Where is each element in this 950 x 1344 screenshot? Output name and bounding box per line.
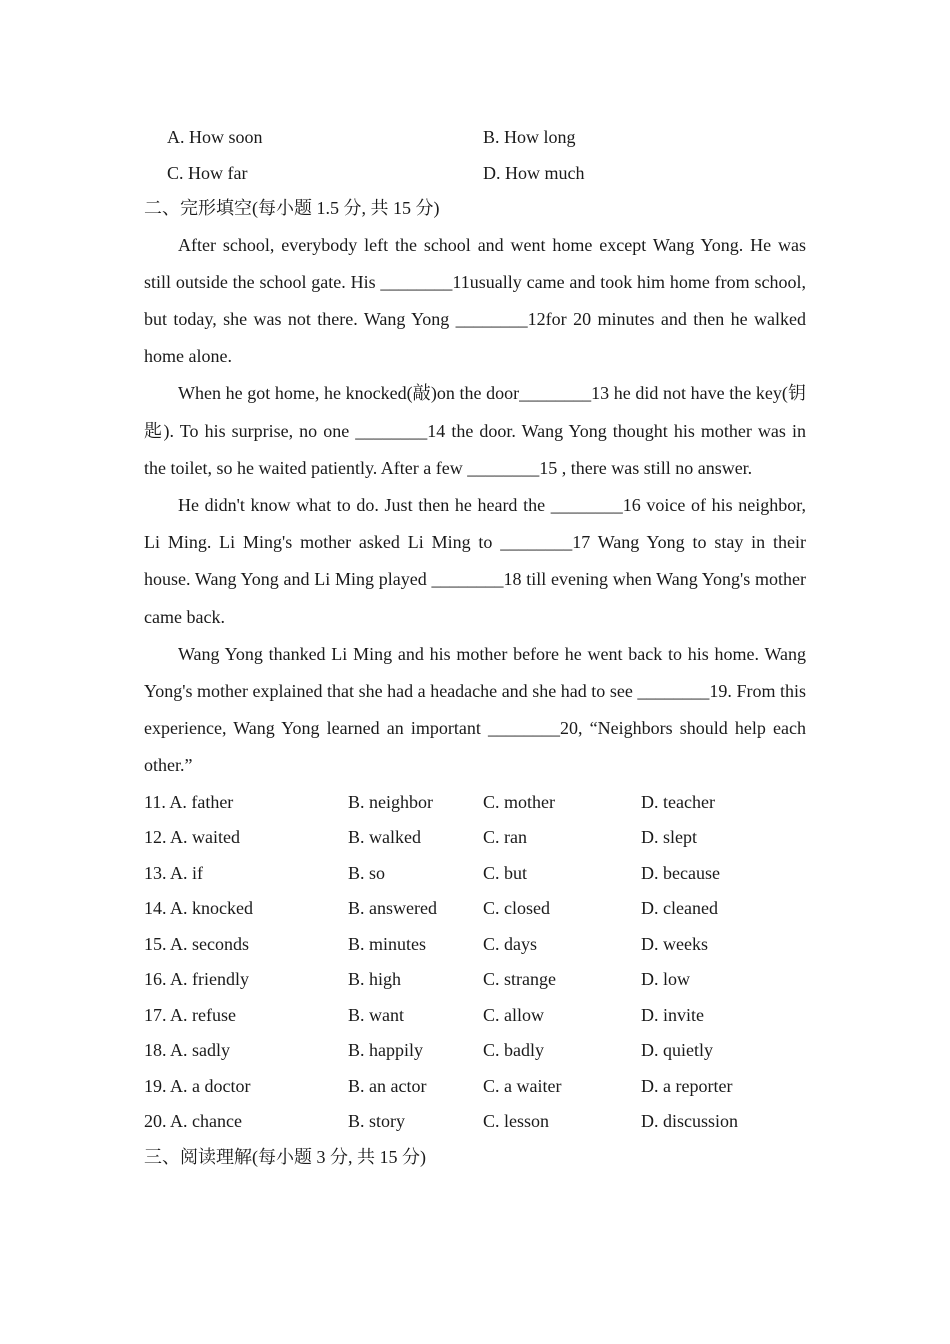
passage-paragraph-2: When he got home, he knocked(敲)on the door________13 he did not have the key(钥匙). To his surprise, no one ________14 the door. Wang Yong thought his mother was in the toilet, so he waited patiently. After a few ________15 , there was still no answer. [144, 383, 806, 478]
question-19 [144, 1069, 806, 1105]
option-d: D. discussion [641, 1111, 739, 1132]
option-b: B. story [348, 1111, 406, 1132]
question-list [144, 785, 806, 1140]
option-d: D. quietly [641, 1040, 713, 1061]
option-c: C. badly [483, 1040, 544, 1061]
question-17 [144, 998, 806, 1034]
option-d: D. low [641, 969, 690, 990]
option-a: A. How soon [167, 127, 263, 148]
option-b: B. answered [348, 898, 437, 919]
question-20 [144, 1104, 806, 1140]
option-a: 18. A. sadly [144, 1040, 231, 1061]
option-a: 12. A. waited [144, 827, 240, 848]
option-d: D. teacher [641, 791, 715, 812]
option-a: 17. A. refuse [144, 1004, 236, 1025]
option-c: C. How far [167, 162, 248, 183]
option-b: B. high [348, 969, 402, 990]
option-a: 14. A. knocked [144, 898, 253, 919]
option-b: B. so [348, 862, 386, 883]
document-page [144, 120, 806, 1175]
option-a: 16. A. friendly [144, 969, 249, 990]
section-3-title: 三、阅读理解(每小题 3 分, 共 15 分) [144, 1146, 426, 1167]
passage-paragraph-4: Wang Yong thanked Li Ming and his mother before he went back to his home. Wang Yong's mother explained that she had a headache and she had to see ________19. From this experience, Wang Yong learned an important ________20, “Neighbors should help each other.” [144, 643, 806, 776]
question-12 [144, 820, 806, 856]
option-b: B. minutes [348, 933, 427, 954]
option-d: D. slept [641, 827, 697, 848]
option-c: C. mother [483, 791, 555, 812]
option-b: B. an actor [348, 1075, 427, 1096]
passage-paragraph-3: He didn't know what to do. Just then he heard the ________16 voice of his neighbor, Li Ming. Li Ming's mother asked Li Ming to ________17 Wang Yong to stay in their house. Wang Yong and Li Ming played ________18 till evening when Wang Yong's mother came back. [144, 494, 806, 627]
question-18 [144, 1033, 806, 1069]
option-d: D. invite [641, 1004, 704, 1025]
option-row [144, 156, 806, 192]
option-b: B. happily [348, 1040, 423, 1061]
option-b: B. How long [483, 127, 576, 148]
option-b: B. neighbor [348, 791, 433, 812]
option-a: 19. A. a doctor [144, 1075, 251, 1096]
option-c: C. a waiter [483, 1075, 562, 1096]
section-2-title: 二、完形填空(每小题 1.5 分, 共 15 分) [144, 198, 440, 218]
option-c: C. but [483, 862, 528, 883]
option-c: C. strange [483, 969, 556, 990]
option-c: C. allow [483, 1004, 544, 1025]
option-c: C. closed [483, 898, 550, 919]
option-c: C. lesson [483, 1111, 550, 1132]
option-c: C. ran [483, 827, 527, 848]
question-16 [144, 962, 806, 998]
option-d: D. cleaned [641, 898, 718, 919]
option-b: B. walked [348, 827, 421, 848]
option-a: 15. A. seconds [144, 933, 249, 954]
option-d: D. weeks [641, 933, 708, 954]
option-b: B. want [348, 1004, 404, 1025]
question-14 [144, 891, 806, 927]
option-row [144, 120, 806, 156]
option-d: D. How much [483, 162, 585, 183]
option-d: D. because [641, 862, 720, 883]
question-11 [144, 785, 806, 821]
option-a: 11. A. father [144, 791, 234, 812]
option-a: 13. A. if [144, 862, 204, 883]
passage-paragraph-1: After school, everybody left the school and went home except Wang Yong. He was still outside the school gate. His ________11usually came and took him home from school, but today, she was not there. Wang Yong ________12for 20 minutes and then he walked home alone. [144, 234, 806, 367]
option-a: 20. A. chance [144, 1111, 242, 1132]
option-d: D. a reporter [641, 1075, 733, 1096]
question-15 [144, 927, 806, 963]
question-13 [144, 856, 806, 892]
option-c: C. days [483, 933, 537, 954]
